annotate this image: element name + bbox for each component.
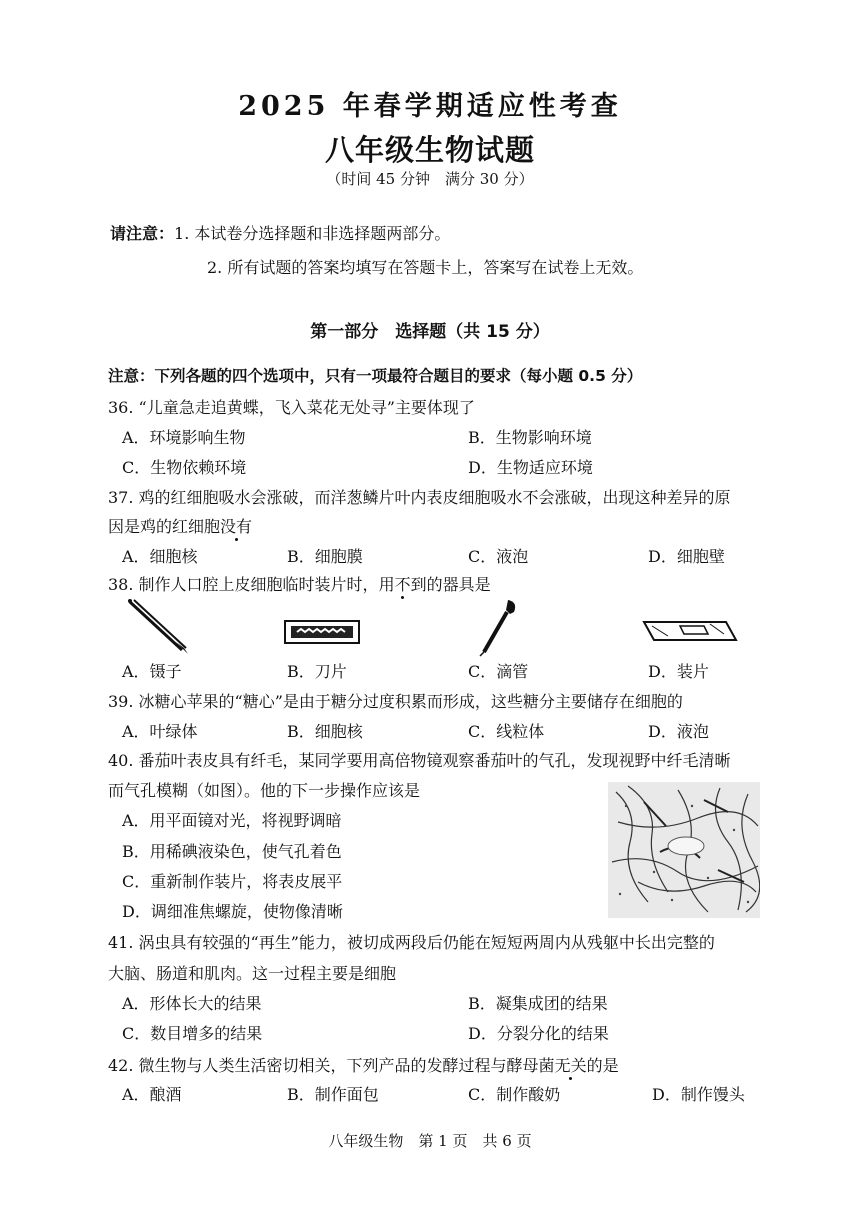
question-text: 鸡的红细胞吸水会涨破，而洋葱鳞片叶内表皮细胞吸水不会涨破，出现这种差异的原 [138, 488, 731, 507]
option: B．生物影响环境 [468, 428, 592, 447]
option: D．生物适应环境 [468, 458, 593, 477]
blade-illustration [283, 618, 361, 646]
exam-time-info: （时间 45 分钟 满分 30 分） [326, 170, 534, 188]
micrograph-image [608, 782, 760, 918]
option: C．滴管 [468, 662, 529, 681]
option: C．重新制作装片，将表皮展平 [122, 872, 343, 891]
option: D．制作馒头 [652, 1085, 745, 1104]
section-instruction: 注意：下列各题的四个选项中，只有一项最符合题目的要求（每小题 0.5 分） [108, 367, 643, 385]
option: D．调细准焦螺旋，使物像清晰 [122, 902, 343, 921]
option: D．液泡 [648, 722, 709, 741]
option: A．细胞核 [122, 547, 198, 566]
option: A．形体长大的结果 [122, 994, 262, 1013]
option: A．用平面镜对光，将视野调暗 [122, 811, 342, 830]
exam-subtitle: 八年级生物试题 [324, 133, 535, 167]
question-number: 40. [108, 751, 134, 770]
option: B．用稀碘液染色，使气孔着色 [122, 842, 342, 861]
tweezers-illustration [124, 598, 194, 658]
question-36 [108, 395, 475, 418]
option: D．装片 [648, 662, 709, 681]
question-41 [108, 930, 715, 953]
notice-block [110, 221, 450, 244]
question-37 [108, 485, 731, 508]
question-number: 37. [108, 488, 134, 507]
question-text: 涡虫具有较强的“再生”能力，被切成两段后仍能在短短两周内从残躯中长出完整的 [138, 933, 715, 952]
option: A．环境影响生物 [122, 428, 246, 447]
question-text: “儿童急走追黄蝶，飞入菜花无处寻”主要体现了 [138, 398, 475, 417]
question-40 [108, 748, 731, 771]
option: B．凝集成团的结果 [468, 994, 608, 1013]
question-number: 39. [108, 692, 134, 711]
exam-title: 2025 年春学期适应性考查 [238, 91, 622, 122]
emphasis-text: 无关 [554, 1056, 587, 1075]
question-text: 番茄叶表皮具有纤毛，某同学要用高倍物镜观察番茄叶的气孔，发现视野中纤毛清晰 [138, 751, 731, 770]
question-number: 36. [108, 398, 134, 417]
question-39 [108, 689, 683, 712]
option: B．刀片 [287, 662, 347, 681]
option: B．制作面包 [287, 1085, 379, 1104]
option: A．镊子 [122, 662, 182, 681]
emphasis-text: 没有 [220, 517, 253, 536]
option: D．分裂分化的结果 [468, 1024, 609, 1043]
question-number: 41. [108, 933, 134, 952]
slide-illustration [640, 612, 740, 648]
page-footer: 八年级生物 第 1 页 共 6 页 [328, 1132, 532, 1150]
section-heading: 第一部分 选择题（共 15 分） [310, 322, 550, 342]
question-text-line: 大脑、肠道和肌肉。这一过程主要是细胞 [108, 964, 397, 983]
question-text: 冰糖心苹果的“糖心”是由于糖分过度积累而形成，这些糖分主要储存在细胞的 [138, 692, 683, 711]
option: C．制作酸奶 [468, 1085, 561, 1104]
question-text-line: 而气孔模糊（如图）。他的下一步操作应该是 [108, 781, 421, 800]
option: B．细胞膜 [287, 547, 363, 566]
notice-item: 2. 所有试题的答案均填写在答题卡上，答案写在试卷上无效。 [207, 258, 644, 277]
question-38: 38. 制作人口腔上皮细胞临时装片时，用不到的器具是 [108, 575, 491, 594]
question-42: 42. 微生物与人类生活密切相关，下列产品的发酵过程与酵母菌无关的是 [108, 1056, 619, 1075]
option: D．细胞壁 [648, 547, 725, 566]
option: C．线粒体 [468, 722, 545, 741]
question-number: 42. [108, 1056, 134, 1075]
option: B．细胞核 [287, 722, 363, 741]
notice-item: 1. 本试卷分选择题和非选择题两部分。 [174, 224, 451, 243]
dropper-illustration [476, 596, 520, 658]
question-text-line: 因是鸡的红细胞没有 [108, 517, 253, 536]
option: A．酿酒 [122, 1085, 182, 1104]
option: C．生物依赖环境 [122, 458, 247, 477]
notice-label: 请注意： [110, 224, 175, 243]
question-number: 38. [108, 575, 134, 594]
option: A．叶绿体 [122, 722, 198, 741]
emphasis-text: 用不到 [378, 575, 427, 594]
option: C．液泡 [468, 547, 529, 566]
option: C．数目增多的结果 [122, 1024, 263, 1043]
